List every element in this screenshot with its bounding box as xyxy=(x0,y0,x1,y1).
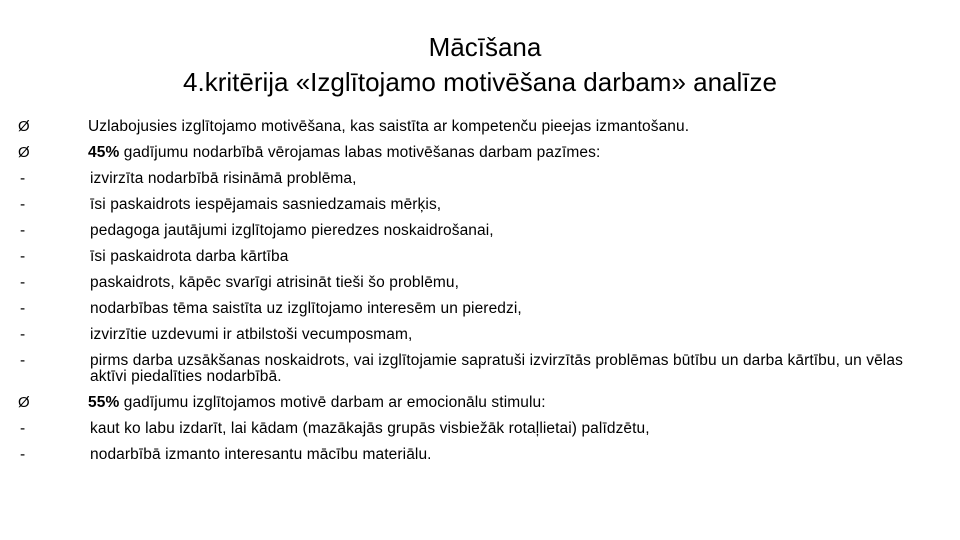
item-bold-percent: 45% xyxy=(88,144,120,161)
item-text: pedagoga jautājumi izglītojamo pieredzes noskaidrošanai, xyxy=(90,222,494,239)
list-item xyxy=(18,140,918,166)
arrow-bullet-icon: Ø xyxy=(18,394,30,411)
item-text: īsi paskaidrota darba kārtība xyxy=(90,248,289,265)
dash-bullet-icon: - xyxy=(20,420,26,437)
item-text: īsi paskaidrots iespējamais sasniedzamais mērķis, xyxy=(90,196,442,213)
list-item xyxy=(18,416,918,442)
dash-bullet-icon: - xyxy=(20,446,26,463)
list-item xyxy=(18,442,918,468)
list-item xyxy=(18,192,918,218)
arrow-bullet-icon: Ø xyxy=(18,118,30,135)
item-text: pirms darba uzsākšanas noskaidrots, vai izglītojamie sapratuši izvirzītās problēmas būtību un darba kārtību, un vēlas aktīvi piedalīties nodarbībā. xyxy=(90,352,903,385)
item-text: gadījumu izglītojamos motivē darbam ar emocionālu stimulu: xyxy=(119,394,546,411)
item-text: izvirzītie uzdevumi ir atbilstoši vecumposmam, xyxy=(90,326,413,343)
dash-bullet-icon: - xyxy=(20,300,26,317)
item-text: paskaidrots, kāpēc svarīgi atrisināt tieši šo problēmu, xyxy=(90,274,460,291)
item-text: izvirzīta nodarbībā risināmā problēma, xyxy=(90,170,357,187)
title-line-2: 4.kritērija «Izglītojamo motivēšana darbam» analīze xyxy=(183,67,777,97)
dash-bullet-icon: - xyxy=(20,170,26,187)
slide-title xyxy=(0,30,960,100)
list-item xyxy=(18,390,918,416)
item-text: Uzlabojusies izglītojamo motivēšana, kas saistīta ar kompetenču pieejas izmantošanu. xyxy=(88,118,690,135)
list-item xyxy=(18,166,918,192)
item-text: kaut ko labu izdarīt, lai kādam (mazākajās grupās visbiežāk rotaļlietai) palīdzētu, xyxy=(90,420,650,437)
title-line-1: Mācīšana xyxy=(428,32,542,62)
list-item xyxy=(18,114,918,140)
dash-bullet-icon: - xyxy=(20,326,26,343)
list-item xyxy=(18,322,918,348)
dash-bullet-icon: - xyxy=(20,222,26,239)
dash-bullet-icon: - xyxy=(20,248,26,265)
dash-bullet-icon: - xyxy=(20,274,26,291)
list-item xyxy=(18,270,918,296)
arrow-bullet-icon: Ø xyxy=(18,144,30,161)
item-text: nodarbībā izmanto interesantu mācību materiālu. xyxy=(90,446,432,463)
list-item xyxy=(18,218,918,244)
item-bold-percent: 55% xyxy=(88,394,120,411)
list-item xyxy=(18,348,918,390)
list-item xyxy=(18,296,918,322)
dash-bullet-icon: - xyxy=(20,196,26,213)
item-text: nodarbības tēma saistīta uz izglītojamo interesēm un pieredzi, xyxy=(90,300,522,317)
item-text: gadījumu nodarbībā vērojamas labas motivēšanas darbam pazīmes: xyxy=(119,144,601,161)
dash-bullet-icon: - xyxy=(20,352,26,369)
bullet-list xyxy=(18,114,918,468)
list-item xyxy=(18,244,918,270)
